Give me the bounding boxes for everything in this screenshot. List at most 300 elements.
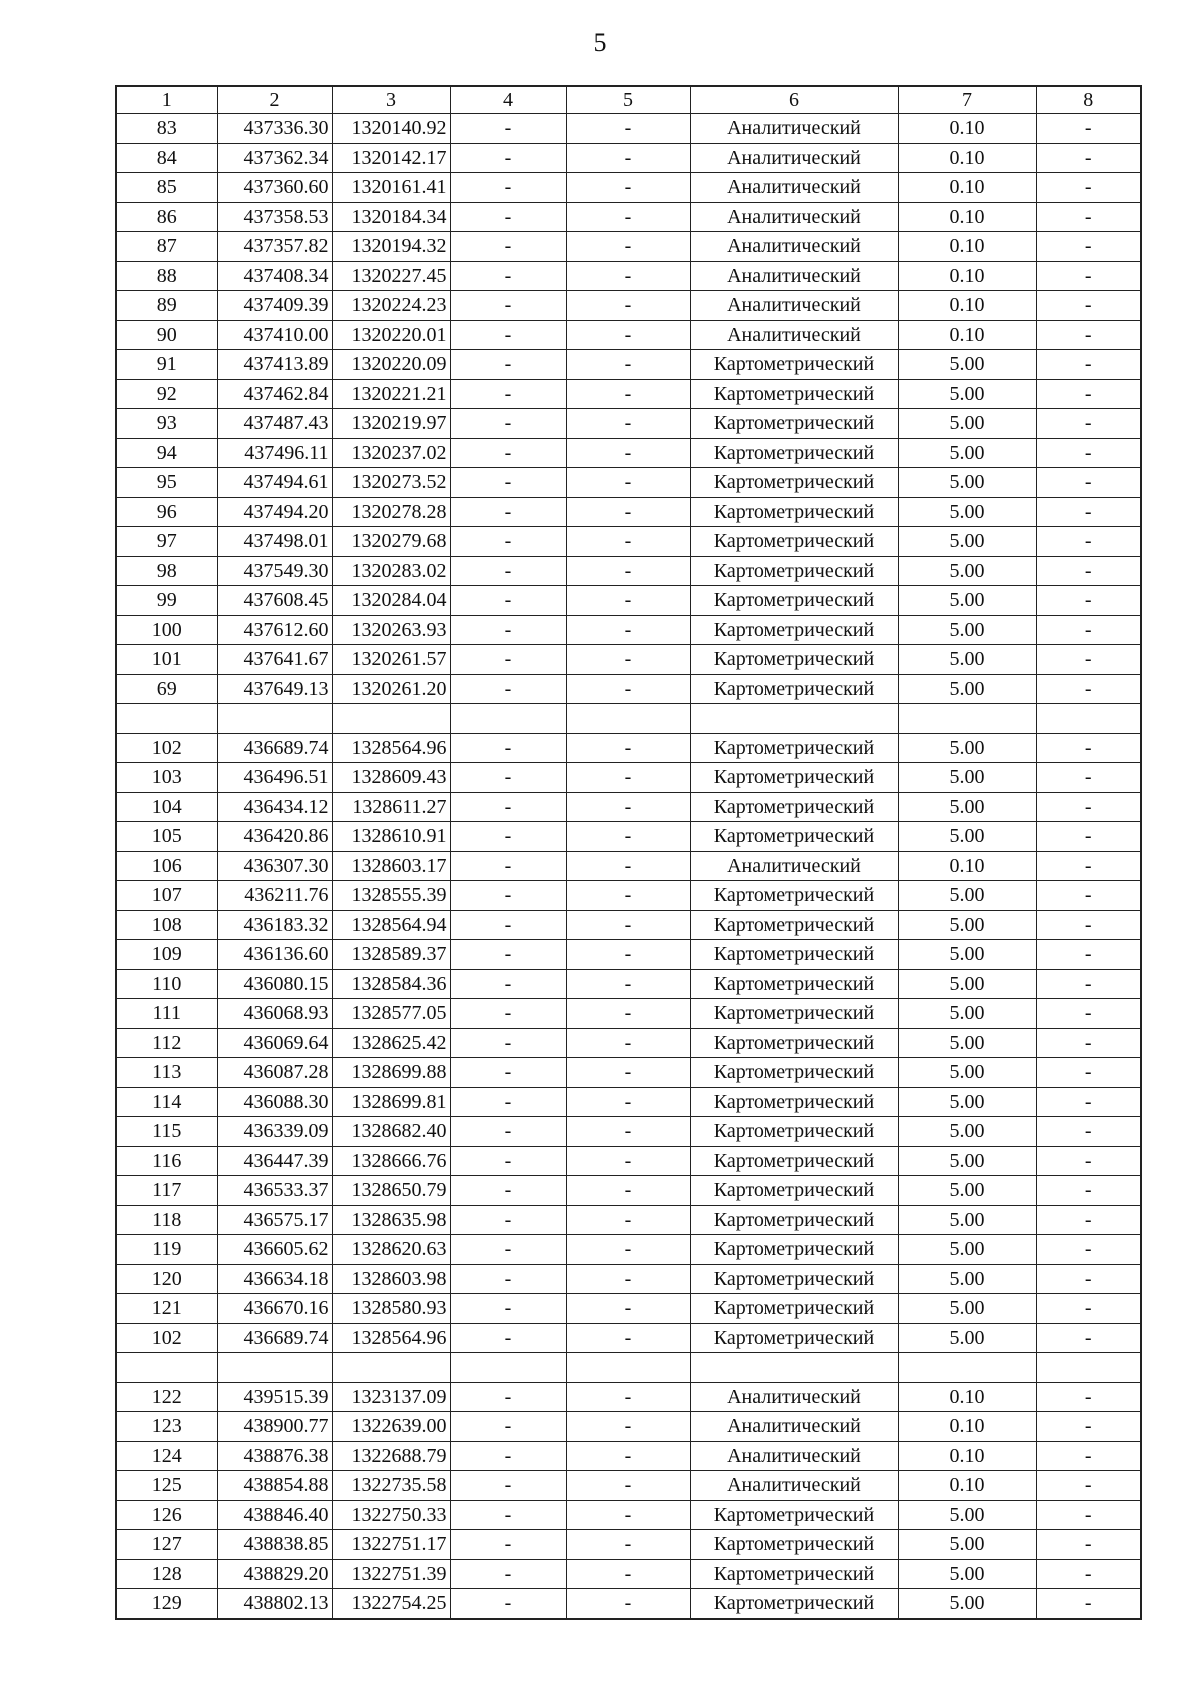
header-cell-2: 2	[217, 86, 332, 114]
col-5-cell: -	[566, 379, 690, 409]
x-coordinate-cell: 436088.30	[217, 1087, 332, 1117]
method-cell: Картометрический	[690, 1205, 898, 1235]
col-4-cell: -	[450, 999, 566, 1029]
point-number-cell: 121	[116, 1294, 217, 1324]
method-cell: Аналитический	[690, 1441, 898, 1471]
method-cell: Аналитический	[690, 291, 898, 321]
point-number-cell	[116, 704, 217, 734]
col-8-cell: -	[1036, 1117, 1141, 1147]
col-4-cell: -	[450, 350, 566, 380]
x-coordinate-cell: 437641.67	[217, 645, 332, 675]
col-5-cell: -	[566, 527, 690, 557]
table-row	[116, 1382, 1141, 1412]
table-row	[116, 586, 1141, 616]
x-coordinate-cell: 438829.20	[217, 1559, 332, 1589]
y-coordinate-cell: 1320161.41	[332, 173, 450, 203]
table-row	[116, 763, 1141, 793]
method-cell: Картометрический	[690, 881, 898, 911]
accuracy-cell: 0.10	[898, 202, 1036, 232]
table-row	[116, 468, 1141, 498]
accuracy-cell: 5.00	[898, 792, 1036, 822]
col-4-cell: -	[450, 1117, 566, 1147]
method-cell: Аналитический	[690, 143, 898, 173]
point-number-cell: 119	[116, 1235, 217, 1265]
y-coordinate-cell: 1328610.91	[332, 822, 450, 852]
table-row	[116, 615, 1141, 645]
col-8-cell: -	[1036, 291, 1141, 321]
col-8-cell: -	[1036, 114, 1141, 144]
col-5-cell: -	[566, 1117, 690, 1147]
col-4-cell: -	[450, 261, 566, 291]
col-8-cell: -	[1036, 143, 1141, 173]
y-coordinate-cell: 1328609.43	[332, 763, 450, 793]
method-cell: Картометрический	[690, 1235, 898, 1265]
col-5-cell: -	[566, 1589, 690, 1619]
method-cell: Картометрический	[690, 1530, 898, 1560]
y-coordinate-cell: 1328699.81	[332, 1087, 450, 1117]
x-coordinate-cell: 439515.39	[217, 1382, 332, 1412]
y-coordinate-cell: 1328555.39	[332, 881, 450, 911]
y-coordinate-cell: 1328589.37	[332, 940, 450, 970]
col-4-cell: -	[450, 143, 566, 173]
point-number-cell: 122	[116, 1382, 217, 1412]
col-5-cell: -	[566, 143, 690, 173]
col-8-cell: -	[1036, 232, 1141, 262]
col-4-cell: -	[450, 114, 566, 144]
col-5-cell: -	[566, 1087, 690, 1117]
y-coordinate-cell: 1320224.23	[332, 291, 450, 321]
x-coordinate-cell: 437360.60	[217, 173, 332, 203]
col-4-cell: -	[450, 615, 566, 645]
x-coordinate-cell: 438900.77	[217, 1412, 332, 1442]
col-8-cell: -	[1036, 1146, 1141, 1176]
accuracy-cell: 0.10	[898, 114, 1036, 144]
x-coordinate-cell: 436689.74	[217, 733, 332, 763]
y-coordinate-cell: 1328580.93	[332, 1294, 450, 1324]
y-coordinate-cell: 1322751.17	[332, 1530, 450, 1560]
accuracy-cell: 5.00	[898, 1589, 1036, 1619]
header-row	[116, 86, 1141, 114]
table-row	[116, 261, 1141, 291]
col-4-cell: -	[450, 409, 566, 439]
col-8-cell: -	[1036, 527, 1141, 557]
x-coordinate-cell: 436670.16	[217, 1294, 332, 1324]
col-8-cell: -	[1036, 999, 1141, 1029]
col-4-cell: -	[450, 940, 566, 970]
page-number: 5	[593, 28, 607, 57]
accuracy-cell: 0.10	[898, 232, 1036, 262]
col-4-cell: -	[450, 232, 566, 262]
col-5-cell: -	[566, 1264, 690, 1294]
y-coordinate-cell: 1320221.21	[332, 379, 450, 409]
table-row	[116, 1323, 1141, 1353]
method-cell: Картометрический	[690, 969, 898, 999]
x-coordinate-cell: 436069.64	[217, 1028, 332, 1058]
y-coordinate-cell: 1328650.79	[332, 1176, 450, 1206]
accuracy-cell: 5.00	[898, 1323, 1036, 1353]
point-number-cell: 110	[116, 969, 217, 999]
col-4-cell: -	[450, 792, 566, 822]
col-5-cell: -	[566, 409, 690, 439]
col-8-cell: -	[1036, 438, 1141, 468]
point-number-cell: 114	[116, 1087, 217, 1117]
point-number-cell: 86	[116, 202, 217, 232]
col-5-cell: -	[566, 615, 690, 645]
accuracy-cell: 5.00	[898, 615, 1036, 645]
x-coordinate-cell: 437336.30	[217, 114, 332, 144]
point-number-cell	[116, 1353, 217, 1383]
point-number-cell: 85	[116, 173, 217, 203]
header-cell-4: 4	[450, 86, 566, 114]
x-coordinate-cell: 438802.13	[217, 1589, 332, 1619]
x-coordinate-cell: 436068.93	[217, 999, 332, 1029]
x-coordinate-cell: 437612.60	[217, 615, 332, 645]
accuracy-cell: 5.00	[898, 1087, 1036, 1117]
col-8-cell: -	[1036, 556, 1141, 586]
x-coordinate-cell: 436575.17	[217, 1205, 332, 1235]
accuracy-cell: 5.00	[898, 1058, 1036, 1088]
method-cell: Картометрический	[690, 1176, 898, 1206]
accuracy-cell: 5.00	[898, 586, 1036, 616]
col-4-cell: -	[450, 674, 566, 704]
method-cell: Картометрический	[690, 1323, 898, 1353]
accuracy-cell: 5.00	[898, 1559, 1036, 1589]
accuracy-cell: 5.00	[898, 969, 1036, 999]
col-8-cell: -	[1036, 1500, 1141, 1530]
point-number-cell: 102	[116, 733, 217, 763]
accuracy-cell: 5.00	[898, 350, 1036, 380]
table-row	[116, 232, 1141, 262]
method-cell: Картометрический	[690, 1058, 898, 1088]
method-cell: Картометрический	[690, 438, 898, 468]
y-coordinate-cell: 1322754.25	[332, 1589, 450, 1619]
point-number-cell: 117	[116, 1176, 217, 1206]
point-number-cell: 106	[116, 851, 217, 881]
point-number-cell: 129	[116, 1589, 217, 1619]
y-coordinate-cell: 1328625.42	[332, 1028, 450, 1058]
point-number-cell: 103	[116, 763, 217, 793]
table-row	[116, 1559, 1141, 1589]
accuracy-cell: 0.10	[898, 173, 1036, 203]
col-5-cell: -	[566, 586, 690, 616]
method-cell: Картометрический	[690, 733, 898, 763]
table-row	[116, 1176, 1141, 1206]
point-number-cell: 120	[116, 1264, 217, 1294]
accuracy-cell: 5.00	[898, 674, 1036, 704]
accuracy-cell: 5.00	[898, 881, 1036, 911]
y-coordinate-cell: 1328564.96	[332, 733, 450, 763]
point-number-cell: 128	[116, 1559, 217, 1589]
x-coordinate-cell: 437410.00	[217, 320, 332, 350]
y-coordinate-cell: 1328620.63	[332, 1235, 450, 1265]
accuracy-cell: 0.10	[898, 1441, 1036, 1471]
col-8-cell: -	[1036, 763, 1141, 793]
method-cell: Картометрический	[690, 763, 898, 793]
y-coordinate-cell: 1322750.33	[332, 1500, 450, 1530]
x-coordinate-cell: 437608.45	[217, 586, 332, 616]
x-coordinate-cell: 437357.82	[217, 232, 332, 262]
table-row	[116, 792, 1141, 822]
y-coordinate-cell: 1320194.32	[332, 232, 450, 262]
y-coordinate-cell: 1320237.02	[332, 438, 450, 468]
col-5-cell: -	[566, 733, 690, 763]
col-4-cell: -	[450, 1264, 566, 1294]
y-coordinate-cell: 1328564.94	[332, 910, 450, 940]
table-row	[116, 202, 1141, 232]
method-cell: Аналитический	[690, 1471, 898, 1501]
col-8-cell: -	[1036, 468, 1141, 498]
col-4-cell: -	[450, 468, 566, 498]
table-row	[116, 1264, 1141, 1294]
x-coordinate-cell: 437549.30	[217, 556, 332, 586]
y-coordinate-cell: 1320220.01	[332, 320, 450, 350]
point-number-cell: 99	[116, 586, 217, 616]
table-row	[116, 851, 1141, 881]
accuracy-cell: 5.00	[898, 1028, 1036, 1058]
col-4-cell: -	[450, 1176, 566, 1206]
point-number-cell: 109	[116, 940, 217, 970]
accuracy-cell: 5.00	[898, 379, 1036, 409]
col-8-cell: -	[1036, 881, 1141, 911]
y-coordinate-cell: 1320273.52	[332, 468, 450, 498]
col-4-cell: -	[450, 1294, 566, 1324]
accuracy-cell: 5.00	[898, 497, 1036, 527]
accuracy-cell	[898, 1353, 1036, 1383]
x-coordinate-cell	[217, 1353, 332, 1383]
col-8-cell: -	[1036, 1176, 1141, 1206]
col-8-cell: -	[1036, 379, 1141, 409]
col-8-cell: -	[1036, 1087, 1141, 1117]
y-coordinate-cell: 1328577.05	[332, 999, 450, 1029]
table-row	[116, 438, 1141, 468]
method-cell: Картометрический	[690, 527, 898, 557]
col-5-cell	[566, 704, 690, 734]
y-coordinate-cell: 1328611.27	[332, 792, 450, 822]
point-number-cell: 104	[116, 792, 217, 822]
table-row	[116, 320, 1141, 350]
col-4-cell: -	[450, 910, 566, 940]
col-4-cell: -	[450, 379, 566, 409]
col-5-cell: -	[566, 645, 690, 675]
spacer-row	[116, 704, 1141, 734]
col-5-cell: -	[566, 1294, 690, 1324]
y-coordinate-cell	[332, 704, 450, 734]
point-number-cell: 89	[116, 291, 217, 321]
method-cell: Аналитический	[690, 232, 898, 262]
col-5-cell: -	[566, 114, 690, 144]
col-4-cell: -	[450, 1441, 566, 1471]
x-coordinate-cell: 437494.20	[217, 497, 332, 527]
x-coordinate-cell: 437408.34	[217, 261, 332, 291]
method-cell: Картометрический	[690, 792, 898, 822]
y-coordinate-cell: 1328635.98	[332, 1205, 450, 1235]
point-number-cell: 101	[116, 645, 217, 675]
col-5-cell: -	[566, 940, 690, 970]
col-5-cell: -	[566, 910, 690, 940]
accuracy-cell: 0.10	[898, 1382, 1036, 1412]
col-5-cell: -	[566, 556, 690, 586]
accuracy-cell: 5.00	[898, 438, 1036, 468]
table-row	[116, 1117, 1141, 1147]
col-4-cell	[450, 1353, 566, 1383]
method-cell: Картометрический	[690, 1589, 898, 1619]
col-4-cell: -	[450, 1412, 566, 1442]
col-8-cell: -	[1036, 320, 1141, 350]
col-4-cell	[450, 704, 566, 734]
accuracy-cell: 5.00	[898, 733, 1036, 763]
col-5-cell: -	[566, 969, 690, 999]
y-coordinate-cell: 1322751.39	[332, 1559, 450, 1589]
point-number-cell: 115	[116, 1117, 217, 1147]
method-cell: Картометрический	[690, 497, 898, 527]
table-row	[116, 1028, 1141, 1058]
y-coordinate-cell: 1320227.45	[332, 261, 450, 291]
point-number-cell: 69	[116, 674, 217, 704]
x-coordinate-cell: 437358.53	[217, 202, 332, 232]
col-4-cell: -	[450, 881, 566, 911]
col-5-cell: -	[566, 202, 690, 232]
col-8-cell: -	[1036, 910, 1141, 940]
accuracy-cell: 5.00	[898, 1264, 1036, 1294]
col-5-cell: -	[566, 261, 690, 291]
accuracy-cell: 5.00	[898, 556, 1036, 586]
accuracy-cell: 0.10	[898, 291, 1036, 321]
col-8-cell: -	[1036, 1471, 1141, 1501]
col-8-cell: -	[1036, 1559, 1141, 1589]
y-coordinate-cell: 1323137.09	[332, 1382, 450, 1412]
point-number-cell: 108	[116, 910, 217, 940]
col-8-cell: -	[1036, 1441, 1141, 1471]
col-4-cell: -	[450, 1058, 566, 1088]
table-row	[116, 1589, 1141, 1619]
col-4-cell: -	[450, 1028, 566, 1058]
table-row	[116, 1235, 1141, 1265]
method-cell: Картометрический	[690, 350, 898, 380]
col-5-cell: -	[566, 320, 690, 350]
accuracy-cell: 5.00	[898, 527, 1036, 557]
table-row	[116, 1530, 1141, 1560]
col-5-cell: -	[566, 1176, 690, 1206]
table-row	[116, 1146, 1141, 1176]
method-cell: Картометрический	[690, 1117, 898, 1147]
col-8-cell: -	[1036, 940, 1141, 970]
y-coordinate-cell: 1320261.20	[332, 674, 450, 704]
col-5-cell: -	[566, 1412, 690, 1442]
header-cell-6: 6	[690, 86, 898, 114]
method-cell: Картометрический	[690, 645, 898, 675]
col-8-cell: -	[1036, 1205, 1141, 1235]
col-8-cell: -	[1036, 497, 1141, 527]
col-8-cell: -	[1036, 1530, 1141, 1560]
point-number-cell: 91	[116, 350, 217, 380]
col-4-cell: -	[450, 527, 566, 557]
table-row	[116, 1294, 1141, 1324]
x-coordinate-cell: 436434.12	[217, 792, 332, 822]
point-number-cell: 97	[116, 527, 217, 557]
table-row	[116, 1412, 1141, 1442]
col-8-cell: -	[1036, 586, 1141, 616]
spacer-row	[116, 1353, 1141, 1383]
col-4-cell: -	[450, 1559, 566, 1589]
y-coordinate-cell: 1328584.36	[332, 969, 450, 999]
point-number-cell: 98	[116, 556, 217, 586]
col-4-cell: -	[450, 1087, 566, 1117]
method-cell: Картометрический	[690, 1146, 898, 1176]
col-5-cell: -	[566, 438, 690, 468]
accuracy-cell: 5.00	[898, 1294, 1036, 1324]
x-coordinate-cell: 436447.39	[217, 1146, 332, 1176]
x-coordinate-cell	[217, 704, 332, 734]
col-5-cell: -	[566, 173, 690, 203]
coordinates-table	[115, 85, 1142, 1620]
table-row	[116, 409, 1141, 439]
table-row	[116, 291, 1141, 321]
col-5-cell: -	[566, 1205, 690, 1235]
table-row	[116, 379, 1141, 409]
x-coordinate-cell: 436689.74	[217, 1323, 332, 1353]
x-coordinate-cell: 437409.39	[217, 291, 332, 321]
point-number-cell: 126	[116, 1500, 217, 1530]
col-8-cell: -	[1036, 261, 1141, 291]
col-5-cell: -	[566, 1235, 690, 1265]
method-cell: Картометрический	[690, 1500, 898, 1530]
point-number-cell: 83	[116, 114, 217, 144]
table-row	[116, 1058, 1141, 1088]
table-row	[116, 645, 1141, 675]
col-8-cell: -	[1036, 1589, 1141, 1619]
col-8-cell: -	[1036, 350, 1141, 380]
x-coordinate-cell: 436211.76	[217, 881, 332, 911]
method-cell: Аналитический	[690, 851, 898, 881]
accuracy-cell: 5.00	[898, 468, 1036, 498]
x-coordinate-cell: 436605.62	[217, 1235, 332, 1265]
col-8-cell: -	[1036, 1058, 1141, 1088]
accuracy-cell: 5.00	[898, 763, 1036, 793]
header-cell-1: 1	[116, 86, 217, 114]
method-cell: Картометрический	[690, 1028, 898, 1058]
col-4-cell: -	[450, 497, 566, 527]
accuracy-cell: 5.00	[898, 645, 1036, 675]
col-4-cell: -	[450, 763, 566, 793]
col-5-cell: -	[566, 1146, 690, 1176]
col-4-cell: -	[450, 586, 566, 616]
col-5-cell: -	[566, 881, 690, 911]
y-coordinate-cell: 1320278.28	[332, 497, 450, 527]
method-cell: Картометрический	[690, 674, 898, 704]
y-coordinate-cell: 1328564.96	[332, 1323, 450, 1353]
point-number-cell: 125	[116, 1471, 217, 1501]
y-coordinate-cell: 1320142.17	[332, 143, 450, 173]
table-row	[116, 173, 1141, 203]
point-number-cell: 123	[116, 1412, 217, 1442]
col-8-cell: -	[1036, 792, 1141, 822]
col-8-cell: -	[1036, 645, 1141, 675]
col-5-cell: -	[566, 1500, 690, 1530]
table-row	[116, 1471, 1141, 1501]
method-cell: Картометрический	[690, 822, 898, 852]
col-5-cell: -	[566, 350, 690, 380]
col-8-cell: -	[1036, 1028, 1141, 1058]
method-cell: Аналитический	[690, 1382, 898, 1412]
point-number-cell: 118	[116, 1205, 217, 1235]
method-cell: Картометрический	[690, 615, 898, 645]
y-coordinate-cell	[332, 1353, 450, 1383]
table-row	[116, 143, 1141, 173]
col-8-cell: -	[1036, 1294, 1141, 1324]
x-coordinate-cell: 437496.11	[217, 438, 332, 468]
method-cell	[690, 704, 898, 734]
header-cell-5: 5	[566, 86, 690, 114]
